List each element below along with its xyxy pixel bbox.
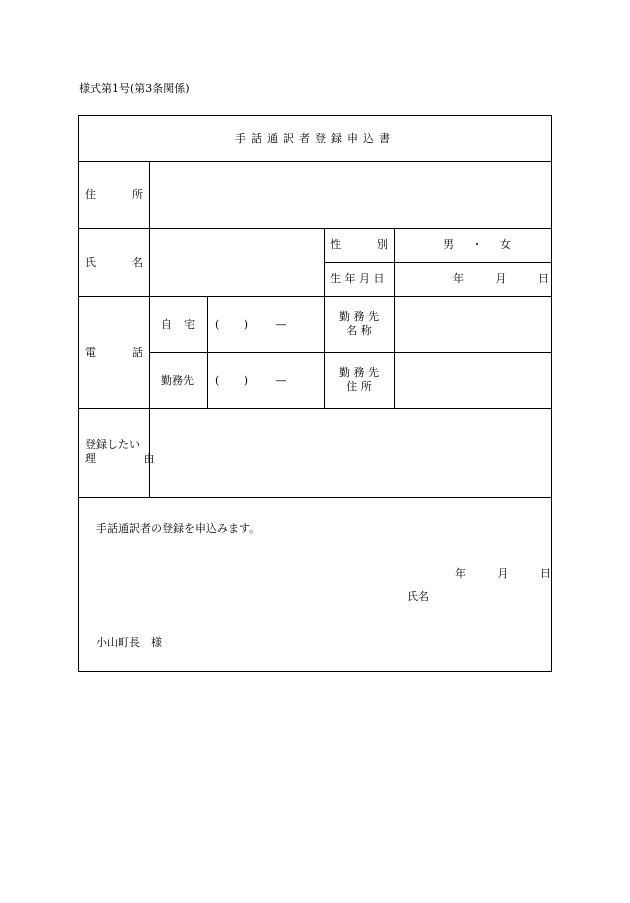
apply-year: 年 (455, 567, 466, 580)
workplace-name-field[interactable] (395, 297, 551, 352)
gender-male[interactable]: 男 (443, 238, 454, 251)
application-form (78, 115, 552, 672)
rule (207, 296, 208, 408)
reason-label: 登録したい 理 由 (85, 438, 177, 465)
gender-separator: ・ (471, 238, 483, 251)
name-field[interactable] (150, 229, 324, 296)
birth-month: 月 (495, 272, 507, 285)
gender-options[interactable] (443, 238, 511, 252)
address-label: 住 所 (85, 188, 143, 201)
apply-day: 日 (540, 567, 551, 580)
home-phone-field[interactable]: ( ) — (215, 318, 287, 331)
addressee: 小山町長 様 (96, 636, 162, 649)
rule (324, 228, 325, 408)
workplace-name-label: 勤 務 先 名 称 (339, 310, 379, 337)
birthdate-label: 生 年 月 日 (330, 272, 385, 285)
work-phone-field[interactable]: ( ) — (215, 374, 287, 387)
application-date[interactable] (455, 567, 551, 581)
birth-day: 日 (538, 272, 549, 285)
apply-month: 月 (497, 567, 509, 580)
gender-label: 性 別 (330, 238, 388, 251)
workplace-address-field[interactable] (395, 353, 551, 408)
home-label: 自 宅 (161, 318, 195, 331)
form-title: 手話通訳者登録申込書 (235, 132, 395, 145)
rule (79, 497, 551, 498)
name-label: 氏 名 (85, 256, 143, 269)
signature-label: 氏名 (407, 590, 429, 603)
phone-label: 電 話 (85, 346, 143, 359)
rule (324, 262, 551, 263)
reason-field[interactable] (150, 409, 551, 497)
statement: 手話通訳者の登録を申込みます。 (96, 522, 261, 535)
form-number: 様式第1号(第3条関係) (79, 82, 190, 95)
birth-year: 年 (453, 272, 464, 285)
address-field[interactable] (150, 162, 551, 228)
work-phone-label: 勤務先 (161, 374, 194, 387)
birthdate-field[interactable] (453, 272, 549, 286)
gender-female[interactable]: 女 (500, 238, 511, 251)
signature-field[interactable] (431, 586, 541, 606)
workplace-address-label: 勤 務 先 住 所 (339, 366, 379, 393)
